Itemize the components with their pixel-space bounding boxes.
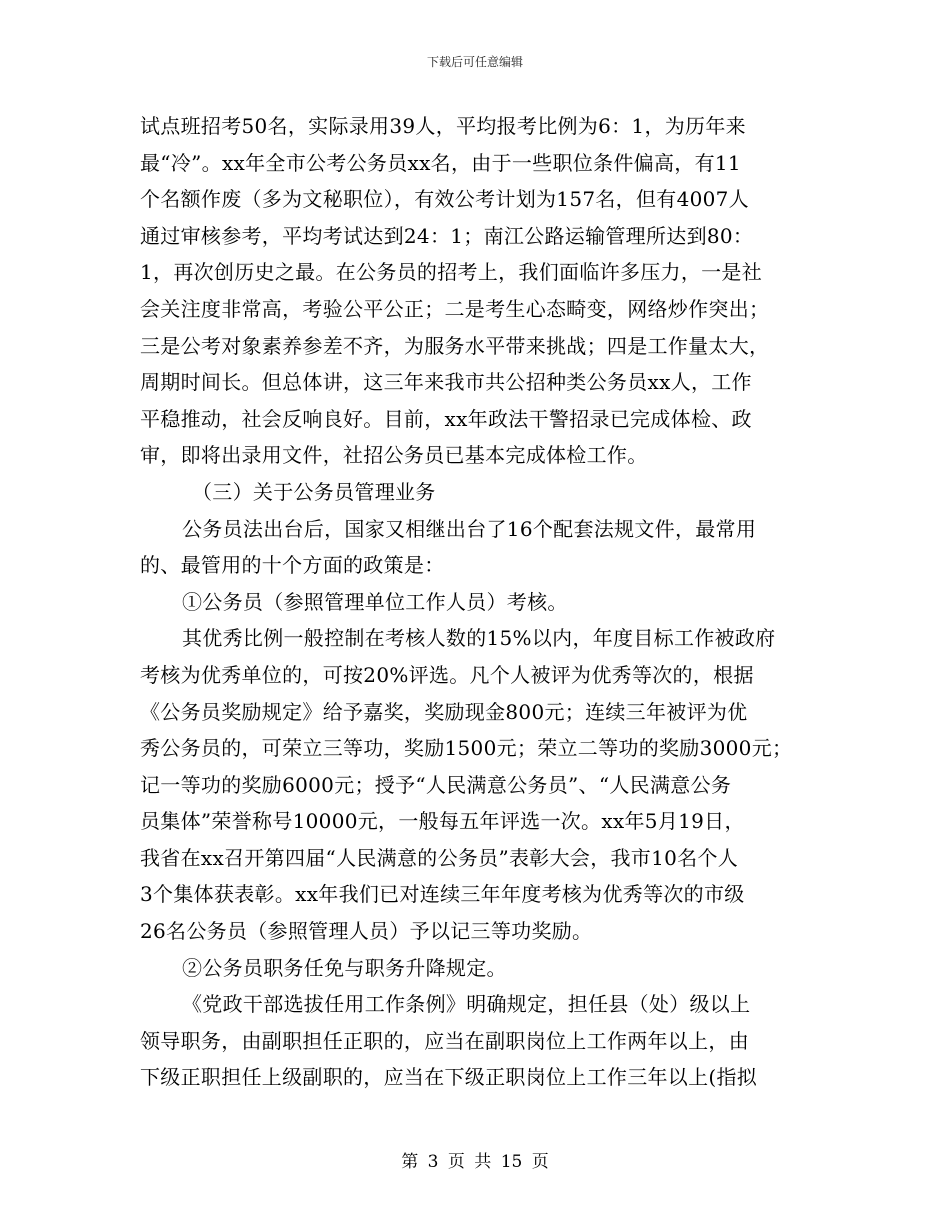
paragraph-line: 三是公考对象素养参差不齐，为服务水平带来挑战；四是工作量太大， xyxy=(140,333,770,358)
paragraph-line: 记一等功的奖励6000元；授予“人民满意公务员”、“人民满意公务 xyxy=(140,772,732,797)
paragraph-line: 考核为优秀单位的，可按20%评选。凡个人被评为优秀等次的，根据 xyxy=(140,662,754,687)
paragraph-line: 领导职务，由副职担任正职的，应当在副职岗位上工作两年以上，由 xyxy=(140,1028,749,1053)
list-item-heading: ②公务员职务任免与职务升降规定。 xyxy=(182,955,507,980)
paragraph-line: 员集体”荣誉称号10000元，一般每五年评选一次。xx年5月19日， xyxy=(140,809,745,834)
paragraph-line: 会关注度非常高，考验公平公正；二是考生心态畸变，网络炒作突出； xyxy=(140,296,770,321)
document-body xyxy=(140,108,820,1096)
paragraph-line: 秀公务员的，可荣立三等功，奖励1500元；荣立二等功的奖励3000元； xyxy=(140,736,793,761)
paragraph-line: 平稳推动，社会反响良好。目前，xx年政法干警招录已完成体检、政 xyxy=(140,406,752,431)
page-number-footer: 第 3 页 共 15 页 xyxy=(401,1152,549,1172)
paragraph-line: 其优秀比例一般控制在考核人数的15%以内，年度目标工作被政府 xyxy=(182,626,776,651)
list-item-heading: ①公务员（参照管理单位工作人员）考核。 xyxy=(182,589,568,614)
paragraph-line: 审，即将出录用文件，社招公务员已基本完成体检工作。 xyxy=(140,443,648,468)
paragraph-line: 公务员法出台后，国家又相继出台了16个配套法规文件，最常用 xyxy=(182,516,757,541)
page-header: 下载后可任意编辑 xyxy=(426,55,523,69)
paragraph-line: 26名公务员（参照管理人员）予以记三等功奖励。 xyxy=(140,919,593,944)
paragraph-line: 周期时间长。但总体讲，这三年来我市共公招种类公务员xx人，工作 xyxy=(140,370,752,395)
paragraph-line: 3个集体获表彰。xx年我们已对连续三年年度考核为优秀等次的市级 xyxy=(140,882,745,907)
paragraph-line: 下级正职担任上级副职的，应当在下级正职岗位上工作三年以上(指拟 xyxy=(140,1065,758,1090)
paragraph-line: 的、最管用的十个方面的政策是： xyxy=(140,553,445,578)
section-heading: （三）关于公务员管理业务 xyxy=(192,479,436,504)
paragraph-line: 最“冷”。xx年全市公考公务员xx名，由于一些职位条件偏高，有11 xyxy=(140,150,741,175)
paragraph-line: 试点班招考50名，实际录用39人，平均报考比例为6：1，为历年来 xyxy=(140,114,746,138)
paragraph-line: 《党政干部选拔任用工作条例》明确规定，担任县（处）级以上 xyxy=(182,992,751,1017)
paragraph-line: 我省在xx召开第四届“人民满意的公务员”表彰大会，我市10名个人 xyxy=(140,845,739,870)
paragraph-line: 1，再次创历史之最。在公务员的招考上，我们面临许多压力，一是社 xyxy=(140,260,763,285)
paragraph-line: 通过审核参考，平均考试达到24：1；南江公路运输管理所达到80： xyxy=(140,223,754,248)
paragraph-line: 《公务员奖励规定》给予嘉奖，奖励现金800元；连续三年被评为优 xyxy=(140,699,748,724)
paragraph-line: 个名额作废（多为文秘职位），有效公考计划为157名，但有4007人 xyxy=(140,187,749,212)
